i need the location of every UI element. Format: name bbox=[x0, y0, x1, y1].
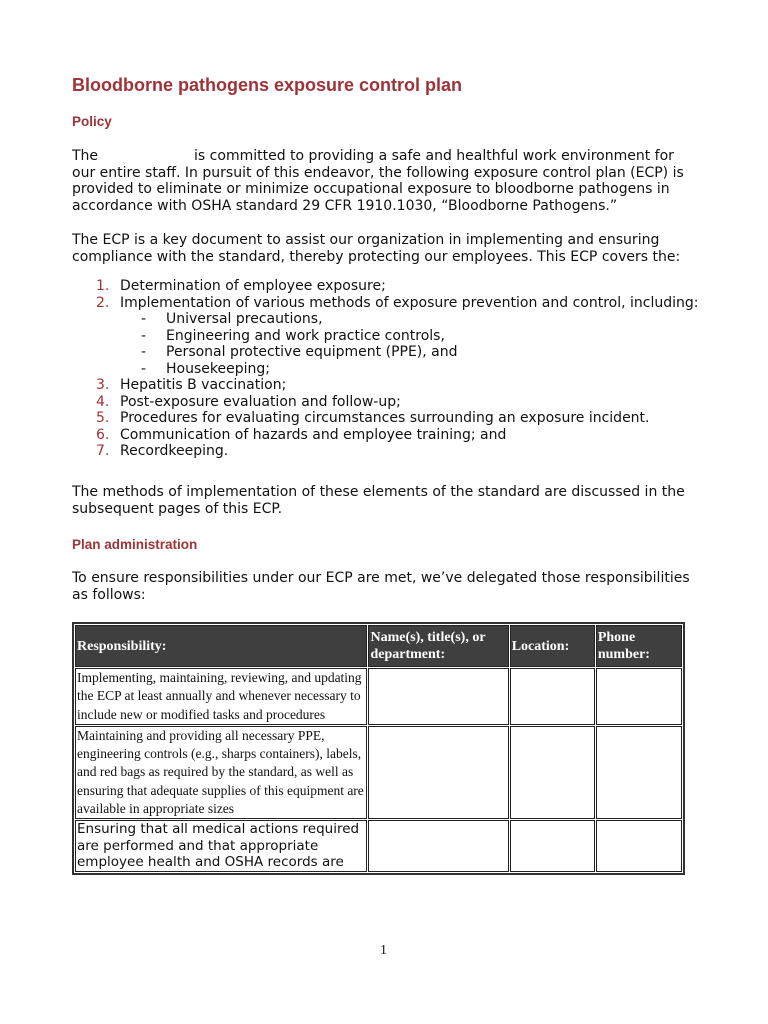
page-number: 1 bbox=[380, 943, 387, 958]
name-cell[interactable] bbox=[368, 668, 508, 725]
list-item bbox=[96, 295, 716, 312]
policy-heading: Policy bbox=[72, 114, 112, 129]
list-number: 6. bbox=[96, 426, 110, 443]
sub-list-item bbox=[96, 311, 716, 328]
table-row bbox=[75, 820, 682, 872]
location-cell[interactable] bbox=[510, 820, 595, 872]
header-responsibility: Responsibility: bbox=[75, 625, 367, 667]
sub-text: Engineering and work practice controls, bbox=[166, 327, 445, 344]
responsibility-cell: Implementing, maintaining, reviewing, and updating the ECP at least annually and whenever necessary to include new or modified tasks and procedures bbox=[75, 668, 367, 725]
table-row bbox=[75, 726, 682, 819]
list-item bbox=[96, 443, 716, 460]
list-text: Communication of hazards and employee training; and bbox=[120, 426, 507, 443]
list-text: Determination of employee exposure; bbox=[120, 278, 386, 294]
dash: - bbox=[141, 327, 147, 344]
table-row bbox=[75, 668, 682, 725]
name-cell[interactable] bbox=[368, 726, 508, 819]
table-header-row bbox=[75, 625, 682, 667]
list-number: 3. bbox=[96, 377, 110, 393]
responsibility-cell: Maintaining and providing all necessary PPE, engineering controls (e.g., sharps containers), labels, and red bags as required by the standard, as well as ensuring that adequate supplies of this equipment are available in appropriate sizes bbox=[75, 726, 367, 819]
dash: - bbox=[141, 360, 147, 377]
list-number: 2. bbox=[96, 294, 110, 311]
sub-list-item bbox=[96, 344, 716, 361]
list-text: Recordkeeping. bbox=[120, 443, 229, 459]
phone-cell[interactable] bbox=[596, 726, 682, 819]
list-item bbox=[96, 377, 716, 394]
list-text: Implementation of various methods of exposure prevention and control, including: bbox=[120, 294, 699, 311]
location-cell[interactable] bbox=[510, 668, 595, 725]
p1-start: The bbox=[72, 148, 99, 164]
header-phone-number: Phone number: bbox=[596, 625, 682, 667]
name-cell[interactable] bbox=[368, 820, 508, 872]
list-number: 5. bbox=[96, 410, 110, 426]
sub-text: Housekeeping; bbox=[166, 360, 270, 377]
sub-text: Personal protective equipment (PPE), and bbox=[166, 344, 458, 360]
phone-cell[interactable] bbox=[596, 820, 682, 872]
phone-cell[interactable] bbox=[596, 668, 682, 725]
responsibility-cell: Ensuring that all medical actions required are performed and that appropriate employee health and OSHA records are bbox=[75, 820, 367, 872]
header-location: Location: bbox=[510, 625, 595, 667]
ecp-elements-list bbox=[96, 278, 716, 460]
document-title: Bloodborne pathogens exposure control plan bbox=[72, 75, 463, 95]
header-name-title-department: Name(s), title(s), or department: bbox=[368, 625, 508, 667]
dash: - bbox=[141, 344, 147, 360]
policy-paragraph-1 bbox=[72, 148, 697, 214]
list-number: 4. bbox=[96, 393, 110, 410]
plan-admin-paragraph: To ensure responsibilities under our ECP are met, we’ve delegated those responsibilities as follows: bbox=[72, 570, 690, 603]
policy-paragraph-3: The methods of implementation of these elements of the standard are discussed in the subsequent pages of this ECP. bbox=[72, 484, 685, 517]
list-item bbox=[96, 427, 716, 444]
dash: - bbox=[141, 311, 147, 327]
list-text: Procedures for evaluating circumstances surrounding an exposure incident. bbox=[120, 410, 650, 426]
list-text: Post-exposure evaluation and follow-up; bbox=[120, 393, 401, 410]
p1-rest: is committed to providing a safe and healthful work environment for our entire staff. In pursuit of this endeavor, the following exposure control plan (ECP) is provided to eliminate or minimize occupational exposure to bloodborne pathogens in accordance with OSHA standard 29 CFR 1910.1030, “Bloodborne Pathogens.” bbox=[72, 148, 684, 214]
sub-text: Universal precautions, bbox=[166, 311, 323, 327]
responsibility-table bbox=[72, 622, 685, 875]
policy-paragraph-2: The ECP is a key document to assist our organization in implementing and ensuring compliance with the standard, thereby protecting our employees. This ECP covers the: bbox=[72, 232, 681, 265]
list-item bbox=[96, 394, 716, 411]
list-text: Hepatitis B vaccination; bbox=[120, 377, 287, 393]
sub-list-item bbox=[96, 361, 716, 378]
list-number: 1. bbox=[96, 278, 110, 294]
list-item bbox=[96, 410, 716, 427]
sub-list-item bbox=[96, 328, 716, 345]
list-item bbox=[96, 278, 716, 295]
location-cell[interactable] bbox=[510, 726, 595, 819]
list-number: 7. bbox=[96, 443, 110, 459]
plan-administration-heading: Plan administration bbox=[72, 537, 198, 552]
